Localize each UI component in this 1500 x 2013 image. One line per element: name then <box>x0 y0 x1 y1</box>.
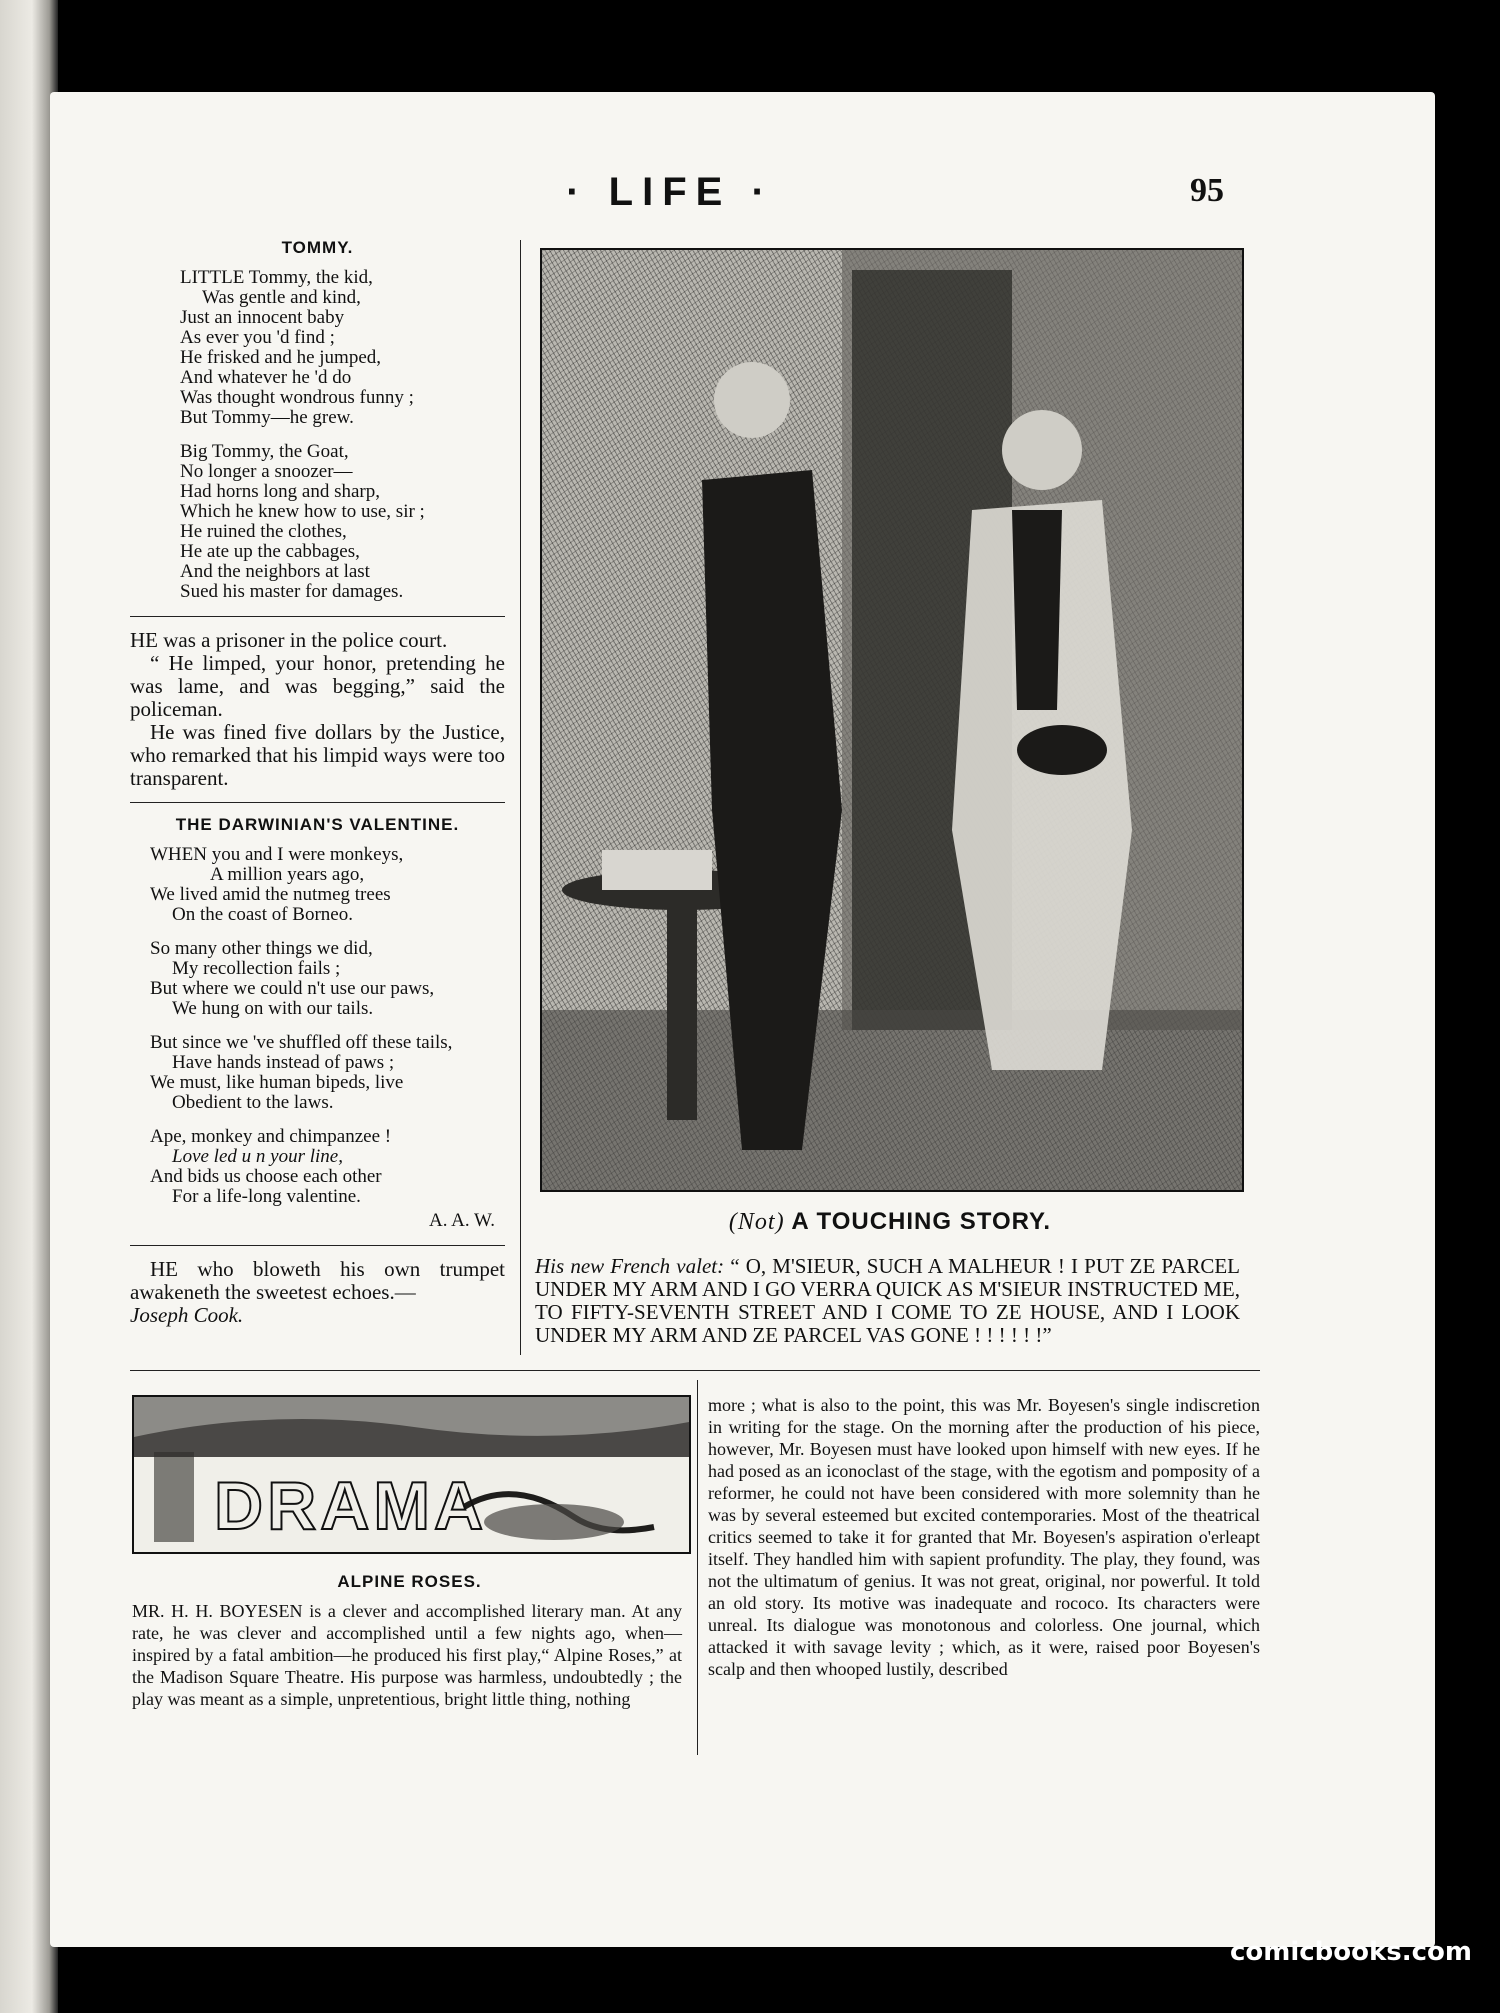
poem-line: He ate up the cabbages, <box>180 541 360 562</box>
valentine-stanza-4 <box>150 1127 505 1207</box>
poem-line: He frisked and he jumped, <box>180 347 382 368</box>
poem-line: Sued his master for damages. <box>180 581 404 602</box>
prisoner-anecdote <box>130 629 505 790</box>
illustration-caption-body <box>535 1255 1240 1347</box>
engraving-illustration <box>540 248 1244 1192</box>
poem-line: But where we could n't use our paws, <box>150 978 435 999</box>
poem-line: A million years ago, <box>210 864 365 885</box>
drama-banner <box>132 1395 691 1554</box>
poem-line: Love led u n your line, <box>172 1146 343 1167</box>
poem-line: Was thought wondrous funny ; <box>180 387 414 408</box>
tommy-title: TOMMY. <box>281 238 354 257</box>
valentine-title: THE DARWINIAN'S VALENTINE. <box>175 815 460 834</box>
poem-line: And the neighbors at last <box>180 561 370 582</box>
engraving-scene <box>542 250 1242 1190</box>
trumpet-quote <box>130 1258 505 1327</box>
divider <box>130 1245 505 1246</box>
valentine-poem <box>150 845 505 1231</box>
poem-line: My recollection fails ; <box>172 958 341 979</box>
alpine-roses-title: ALPINE ROSES. <box>337 1572 482 1591</box>
poem-line: We lived amid the nutmeg trees <box>150 884 391 905</box>
poem-line: But since we 've shuffled off these tails, <box>150 1032 453 1053</box>
poem-line: Big Tommy, the Goat, <box>180 441 349 462</box>
divider <box>130 802 505 803</box>
section-rule <box>130 1370 1260 1371</box>
valentine-signature: A. A. W. <box>429 1210 495 1231</box>
page-header <box>0 170 1500 220</box>
poem-line: LITTLE Tommy, the kid, <box>180 267 373 288</box>
column-rule <box>520 240 521 1355</box>
trumpet-text: HE who bloweth his own trumpet awakeneth the sweetest echoes.— <box>130 1257 505 1304</box>
poem-line: But Tommy—he grew. <box>180 407 354 428</box>
illustration-caption-title <box>540 1208 1240 1236</box>
prisoner-p3: He was fined five dollars by the Justice, who remarked that his limpid ways were too transparent. <box>130 720 505 790</box>
poem-line: Obedient to the laws. <box>172 1092 334 1113</box>
masthead: · LIFE · <box>566 170 774 214</box>
tommy-poem <box>180 268 505 602</box>
caption-speaker: His new French valet: <box>535 1254 725 1278</box>
drama-review-right: more ; what is also to the point, this was Mr. Boyesen's single indiscretion in writing for the stage. On the morning after the production of his piece, however, Mr. Boyesen must have looked upon himself with new eyes. If he had posed as an iconoclast of the stage, with the egotism and pomposity of a reformer, he could not have been considered with more solemnity than he was by several esteemed but excited contemporaries. Most of the theatrical critics seemed to take it for granted that Mr. Boyesen's aspiration o'erleapt itself. They handled him with sapient profundity. The play, they found, was not the ultimatum of genius. It was not great, original, nor powerful. It told an old story. Its motive was inadequate and rococo. Its characters were unreal. Its dialogue was monotonous and colorless. One journal, which attacked it with savage levity ; which, as it were, raised poor Boyesen's scalp and then whooped lustily, described <box>708 1395 1260 1679</box>
source-watermark: comicbooks.com <box>1229 1937 1472 1967</box>
poem-line: On the coast of Borneo. <box>172 904 353 925</box>
prisoner-p1: HE was a prisoner in the police court. <box>130 628 448 652</box>
column-rule <box>697 1380 698 1755</box>
poem-line: For a life-long valentine. <box>172 1186 361 1207</box>
poem-line: Ape, monkey and chimpanzee ! <box>150 1126 392 1147</box>
poem-line: No longer a snoozer— <box>180 461 353 482</box>
caption-dialogue: “ O, M'SIEUR, SUCH A MALHEUR ! I PUT ZE PARCEL UNDER MY ARM AND I GO VERRA QUICK AS M'SIEUR INSTRUCTED ME, TO FIFTY-SEVENTH STREET AND I COME TO ZE HOUSE, AND I LOOK UNDER MY ARM AND ZE PARCEL VAS GONE ! ! ! ! ! !” <box>535 1254 1240 1347</box>
caption-prefix: (Not) <box>728 1209 785 1235</box>
poem-line: Which he knew how to use, sir ; <box>180 501 425 522</box>
caption-title-text: A TOUCHING STORY. <box>791 1208 1052 1235</box>
poem-line: And whatever he 'd do <box>180 367 352 388</box>
valentine-stanza-2 <box>150 939 505 1019</box>
drama-banner-word: DRAMA <box>214 1468 488 1544</box>
divider <box>130 616 505 617</box>
poem-line: He ruined the clothes, <box>180 521 347 542</box>
prisoner-p2: “ He limped, your honor, pretending he was lame, and was begging,” said the policeman. <box>130 651 505 721</box>
tommy-stanza-2 <box>180 442 505 602</box>
poem-line: We hung on with our tails. <box>172 998 374 1019</box>
poem-line: As ever you 'd find ; <box>180 327 335 348</box>
poem-line: And bids us choose each other <box>150 1166 382 1187</box>
poem-line: So many other things we did, <box>150 938 373 959</box>
trumpet-author: Joseph Cook. <box>130 1303 244 1327</box>
tommy-stanza-1 <box>180 268 505 428</box>
poem-line: We must, like human bipeds, live <box>150 1072 404 1093</box>
drama-review-left: MR. H. H. BOYESEN is a clever and accomplished literary man. At any rate, he was clever and accomplished until a few nights ago, when—inspired by a fatal ambition—he produced his first play,“ Alpine Roses,” at the Madison Square Theatre. His purpose was harmless, undoubtedly ; the play was meant as a simple, unpretentious, bright little thing, nothing <box>132 1601 682 1709</box>
poem-line: Had horns long and sharp, <box>180 481 380 502</box>
valentine-stanza-1 <box>150 845 505 925</box>
poem-line: Just an innocent baby <box>180 307 345 328</box>
poem-line: WHEN you and I were monkeys, <box>150 844 404 865</box>
page-number: 95 <box>1190 172 1224 209</box>
poem-line: Have hands instead of paws ; <box>172 1052 395 1073</box>
poem-line: Was gentle and kind, <box>202 287 361 308</box>
valentine-stanza-3 <box>150 1033 505 1113</box>
left-column <box>130 238 505 1327</box>
